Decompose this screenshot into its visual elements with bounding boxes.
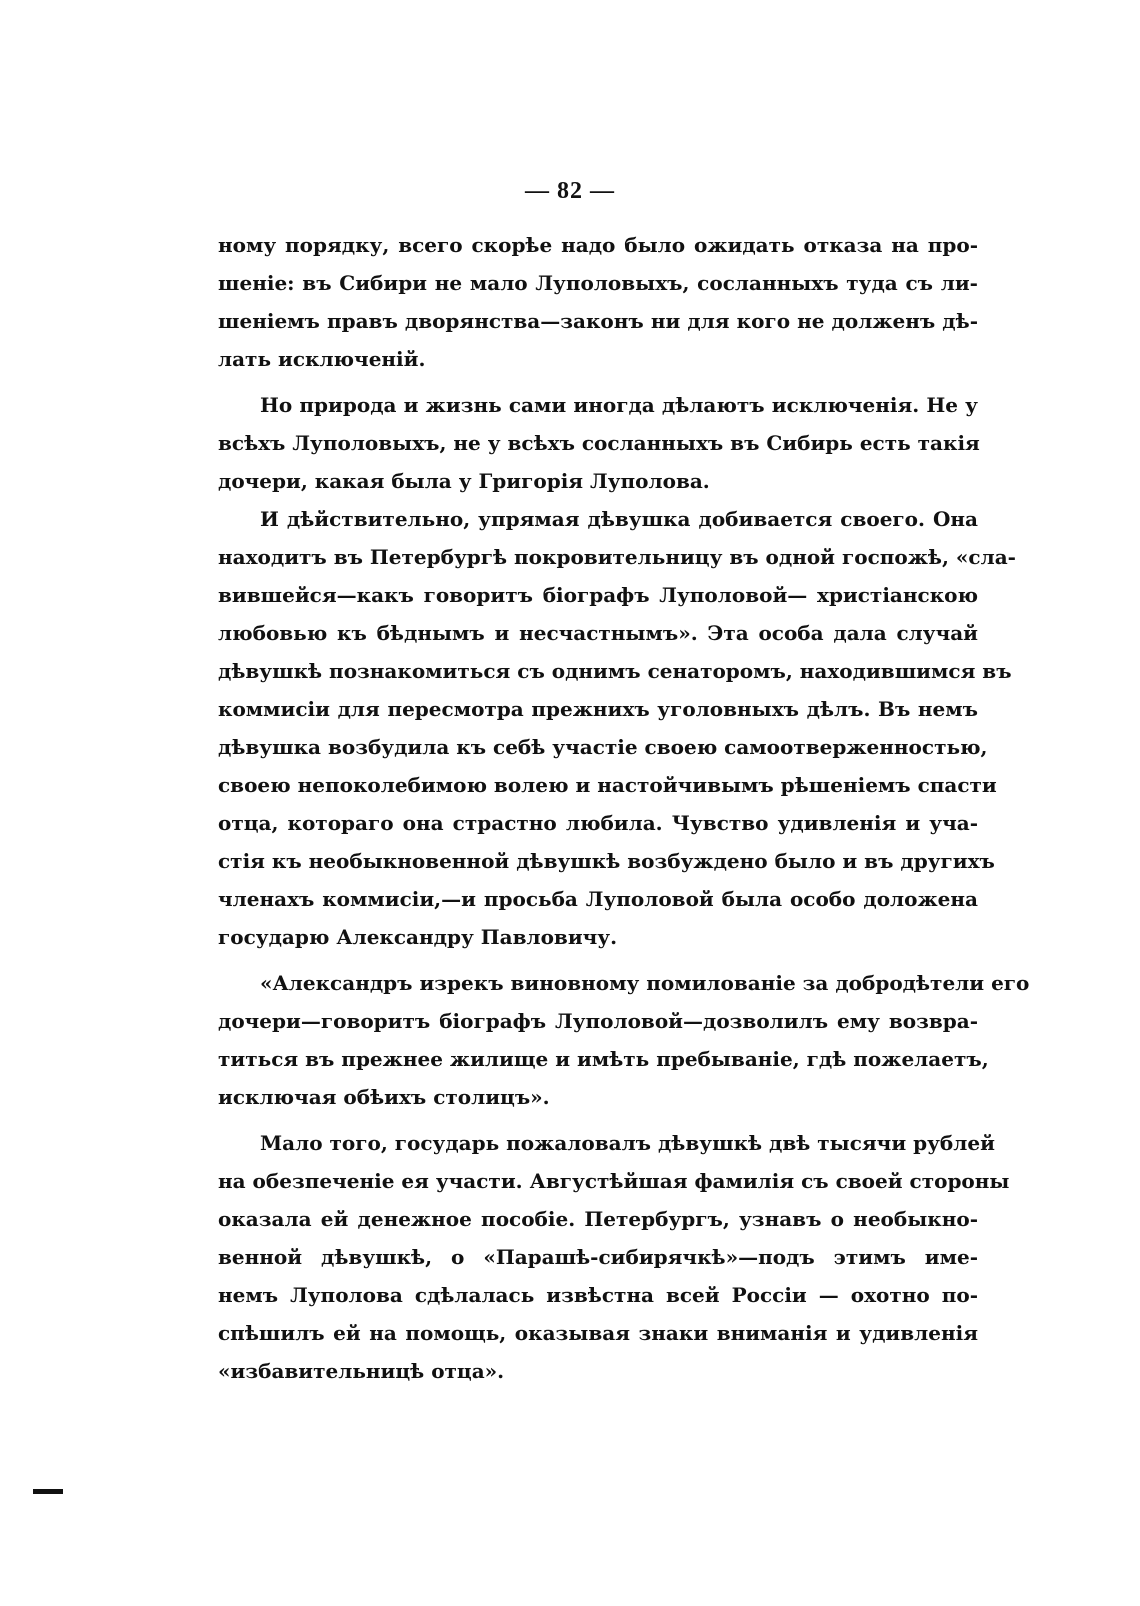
text-line: Мало того, государь пожаловалъ дѣвушкѣ двѣ тысячи рублей	[260, 1131, 995, 1155]
text-line: лать исключеній.	[218, 347, 426, 371]
paragraph-1	[218, 226, 978, 378]
margin-mark	[33, 1489, 63, 1494]
text-line: спѣшилъ ей на помощь, оказывая знаки вниманія и удивленія	[218, 1321, 978, 1345]
text-line: Но природа и жизнь сами иногда дѣлаютъ исключенія. Не у	[260, 393, 978, 417]
text-line: отца, котораго она страстно любила. Чувство удивленія и уча-	[218, 811, 978, 835]
text-line: немъ Луполова сдѣлалась извѣстна всей Россіи — охотно по-	[218, 1283, 978, 1307]
text-line: дѣвушка возбудила къ себѣ участіе своею самоотверженностью,	[218, 735, 988, 759]
text-line: своею непоколебимою волею и настойчивымъ рѣшеніемъ спасти	[218, 773, 997, 797]
text-line: шеніе: въ Сибири не мало Луполовыхъ, сосланныхъ туда съ ли-	[218, 271, 978, 295]
text-line: ному порядку, всего скорѣе надо было ожидать отказа на про-	[218, 233, 978, 257]
paragraph-5	[218, 1124, 1010, 1390]
text-line: на обезпеченіе ея участи. Августѣйшая фамилія съ своей стороны	[218, 1169, 1010, 1193]
text-line: государю Александру Павловичу.	[218, 925, 618, 949]
paragraph-4	[218, 964, 1030, 1116]
text-line: исключая обѣихъ столицъ».	[218, 1085, 550, 1109]
page-number: — 82 —	[525, 178, 615, 204]
text-line: членахъ коммисіи,—и просьба Луполовой была особо доложена	[218, 887, 978, 911]
text-line: всѣхъ Луполовыхъ, не у всѣхъ сосланныхъ въ Сибирь есть такія	[218, 431, 980, 455]
paragraph-2	[218, 386, 978, 500]
text-line: «Александръ изрекъ виновному помилованіе за добродѣтели его	[260, 971, 1030, 995]
text-line: И дѣйствительно, упрямая дѣвушка добивается своего. Она	[260, 507, 978, 531]
text-line: любовью къ бѣднымъ и несчастнымъ». Эта особа дала случай	[218, 621, 978, 645]
paragraph-3	[218, 500, 1016, 956]
text-line: титься въ прежнее жилище и имѣть пребываніе, гдѣ пожелаетъ,	[218, 1047, 989, 1071]
text-line: венной дѣвушкѣ, о «Парашѣ-сибирячкѣ»—подъ этимъ име-	[218, 1245, 978, 1269]
text-line: стія къ необыкновенной дѣвушкѣ возбуждено было и въ другихъ	[218, 849, 995, 873]
text-line: шеніемъ правъ дворянства—законъ ни для кого не долженъ дѣ-	[218, 309, 978, 333]
body-text	[218, 226, 1030, 1390]
text-line: коммисіи для пересмотра прежнихъ уголовныхъ дѣлъ. Въ немъ	[218, 697, 978, 721]
text-line: находитъ въ Петербургѣ покровительницу въ одной госпожѣ, «сла-	[218, 545, 1016, 569]
text-line: «избавительницѣ отца».	[218, 1359, 505, 1383]
text-line: дочери—говоритъ біографъ Луполовой—дозволилъ ему возвра-	[218, 1009, 978, 1033]
text-line: дѣвушкѣ познакомиться съ однимъ сенаторомъ, находившимся въ	[218, 659, 1012, 683]
text-line: оказала ей денежное пособіе. Петербургъ, узнавъ о необыкно-	[218, 1207, 978, 1231]
text-line: вившейся—какъ говоритъ біографъ Луполовой— христіанскою	[218, 583, 978, 607]
text-line: дочери, какая была у Григорія Луполова.	[218, 469, 710, 493]
